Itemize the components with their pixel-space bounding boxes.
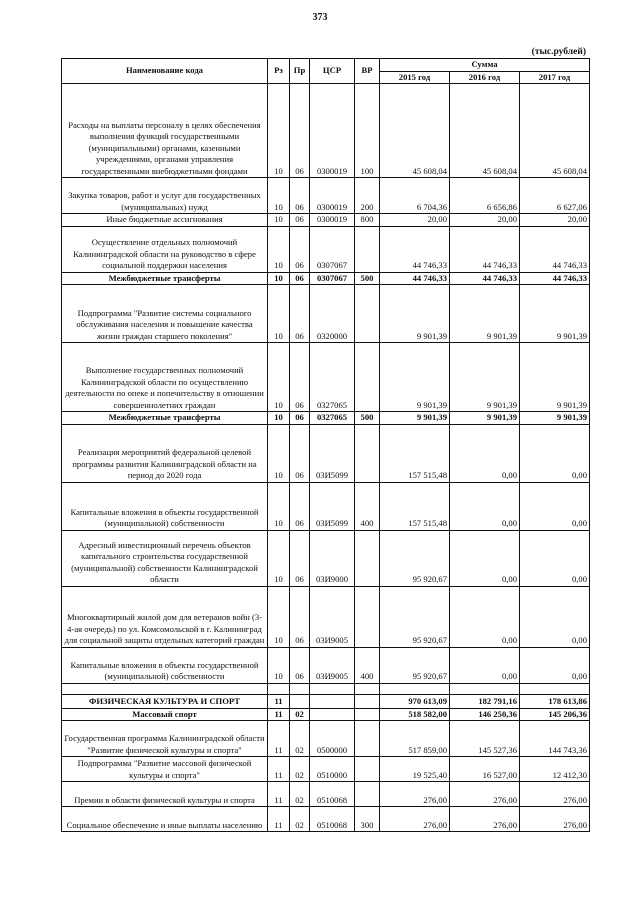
cell-csr: 0300019 (310, 84, 355, 178)
table-row (62, 530, 590, 586)
cell-rz: 10 (268, 343, 290, 412)
cell-name: Социальное обеспечение и иные выплаты населению (62, 807, 268, 832)
budget-table (61, 58, 590, 832)
cell-pr: 02 (290, 708, 310, 721)
cell-vr (355, 757, 380, 782)
cell-csr: 03И5099 (310, 482, 355, 530)
table-row (62, 343, 590, 412)
cell-rz: 10 (268, 226, 290, 272)
header-2015: 2015 год (380, 71, 450, 84)
table-spacer-row (62, 683, 590, 694)
cell-v2017: 0,00 (520, 482, 590, 530)
cell-pr: 06 (290, 214, 310, 227)
cell-vr (355, 586, 380, 647)
cell-v2016: 145 527,36 (450, 721, 520, 757)
cell-rz: 10 (268, 84, 290, 178)
cell-v2015: 157 515,48 (380, 424, 450, 482)
cell-v2017: 0,00 (520, 530, 590, 586)
cell-v2017: 178 613,86 (520, 694, 590, 708)
cell-v2017: 276,00 (520, 807, 590, 832)
cell-csr: 0307067 (310, 226, 355, 272)
cell-pr: 06 (290, 178, 310, 214)
cell-pr: 06 (290, 424, 310, 482)
cell-v2016: 0,00 (450, 586, 520, 647)
table-row (62, 757, 590, 782)
cell-v2015: 276,00 (380, 807, 450, 832)
cell-csr: 0307067 (310, 272, 355, 285)
cell-csr: 0300019 (310, 178, 355, 214)
table-row (62, 721, 590, 757)
spacer-cell (290, 683, 310, 694)
cell-pr: 06 (290, 482, 310, 530)
cell-pr: 06 (290, 586, 310, 647)
cell-v2015: 276,00 (380, 782, 450, 807)
cell-csr: 0300019 (310, 214, 355, 227)
cell-v2015: 9 901,39 (380, 343, 450, 412)
cell-v2016: 9 901,39 (450, 285, 520, 343)
page-number: 373 (312, 12, 328, 23)
cell-v2017: 44 746,33 (520, 272, 590, 285)
cell-pr: 06 (290, 84, 310, 178)
cell-name: Многоквартирный жилой дом для ветеранов войн (3-4-ая очередь) по ул. Комсомольской в г. Калининград для социальной защиты отдельных категорий граждан (62, 586, 268, 647)
cell-rz: 11 (268, 721, 290, 757)
cell-rz: 11 (268, 757, 290, 782)
cell-pr: 02 (290, 807, 310, 832)
spacer-cell (62, 683, 268, 694)
table-row (62, 694, 590, 708)
cell-vr: 500 (355, 412, 380, 425)
cell-name: Капитальные вложения в объекты государственной (муниципальной) собственности (62, 647, 268, 683)
cell-name: Расходы на выплаты персоналу в целях обеспечения выполнения функций государственными (муниципальными) органами, казенными учреждениями, органами управления государственными внебюджетными фондами (62, 84, 268, 178)
cell-csr (310, 708, 355, 721)
cell-csr: 03И9005 (310, 647, 355, 683)
cell-vr (355, 343, 380, 412)
cell-vr: 400 (355, 647, 380, 683)
table-row (62, 482, 590, 530)
cell-rz: 10 (268, 530, 290, 586)
cell-v2016: 0,00 (450, 530, 520, 586)
cell-vr (355, 782, 380, 807)
cell-v2016: 276,00 (450, 782, 520, 807)
cell-v2017: 0,00 (520, 647, 590, 683)
cell-name: Премии в области физической культуры и спорта (62, 782, 268, 807)
cell-rz: 10 (268, 178, 290, 214)
cell-pr (290, 694, 310, 708)
table-row (62, 782, 590, 807)
cell-vr: 100 (355, 84, 380, 178)
cell-v2016: 276,00 (450, 807, 520, 832)
cell-pr: 06 (290, 226, 310, 272)
table-row (62, 708, 590, 721)
cell-v2017: 9 901,39 (520, 285, 590, 343)
cell-vr (355, 226, 380, 272)
cell-rz: 11 (268, 708, 290, 721)
cell-v2016: 45 608,04 (450, 84, 520, 178)
spacer-cell (520, 683, 590, 694)
cell-csr: 0327065 (310, 412, 355, 425)
cell-v2015: 6 704,36 (380, 178, 450, 214)
cell-name: Закупка товаров, работ и услуг для государственных (муниципальных) нужд (62, 178, 268, 214)
table-row (62, 84, 590, 178)
cell-name: ФИЗИЧЕСКАЯ КУЛЬТУРА И СПОРТ (62, 694, 268, 708)
cell-name: Межбюджетные трансферты (62, 272, 268, 285)
cell-name: Реализация мероприятий федеральной целевой программы развития Калининградской области на период до 2020 года (62, 424, 268, 482)
cell-csr: 0327065 (310, 343, 355, 412)
cell-name: Межбюджетные трансферты (62, 412, 268, 425)
table-row (62, 285, 590, 343)
cell-rz: 10 (268, 424, 290, 482)
header-2016: 2016 год (450, 71, 520, 84)
cell-v2017: 144 743,36 (520, 721, 590, 757)
cell-rz: 10 (268, 412, 290, 425)
cell-name: Подпрограмма "Развитие массовой физической культуры и спорта" (62, 757, 268, 782)
cell-v2017: 44 746,33 (520, 226, 590, 272)
cell-v2015: 44 746,33 (380, 226, 450, 272)
cell-csr: 0320000 (310, 285, 355, 343)
cell-name: Подпрограмма "Развитие системы социального обслуживания населения и повышение качества жизни граждан старшего поколения" (62, 285, 268, 343)
cell-v2016: 182 791,16 (450, 694, 520, 708)
header-2017: 2017 год (520, 71, 590, 84)
cell-vr: 300 (355, 807, 380, 832)
header-rz: Рз (268, 59, 290, 84)
cell-rz: 10 (268, 214, 290, 227)
cell-vr (355, 721, 380, 757)
cell-vr (355, 285, 380, 343)
header-sum: Сумма (380, 59, 590, 72)
cell-v2017: 45 608,04 (520, 84, 590, 178)
cell-vr: 200 (355, 178, 380, 214)
cell-v2015: 518 582,00 (380, 708, 450, 721)
cell-v2016: 9 901,39 (450, 343, 520, 412)
cell-v2017: 6 627,06 (520, 178, 590, 214)
cell-v2016: 20,00 (450, 214, 520, 227)
cell-pr: 06 (290, 647, 310, 683)
cell-rz: 10 (268, 285, 290, 343)
cell-pr: 06 (290, 412, 310, 425)
cell-csr: 0510068 (310, 807, 355, 832)
cell-name: Иные бюджетные ассигнования (62, 214, 268, 227)
cell-vr (355, 694, 380, 708)
cell-v2015: 970 613,09 (380, 694, 450, 708)
header-pr: Пр (290, 59, 310, 84)
cell-v2017: 20,00 (520, 214, 590, 227)
cell-v2015: 20,00 (380, 214, 450, 227)
cell-csr: 03И5099 (310, 424, 355, 482)
cell-v2015: 95 920,67 (380, 530, 450, 586)
table-row (62, 272, 590, 285)
cell-name: Адресный инвестиционный перечень объектов капитального строительства государственной (муниципальной) собственности Калининградской области (62, 530, 268, 586)
cell-csr: 0510000 (310, 757, 355, 782)
cell-v2016: 9 901,39 (450, 412, 520, 425)
cell-v2015: 95 920,67 (380, 647, 450, 683)
cell-csr: 03И9005 (310, 586, 355, 647)
cell-rz: 10 (268, 647, 290, 683)
cell-v2016: 0,00 (450, 647, 520, 683)
table-row (62, 178, 590, 214)
cell-v2017: 276,00 (520, 782, 590, 807)
cell-name: Капитальные вложения в объекты государственной (муниципальной) собственности (62, 482, 268, 530)
cell-v2016: 146 250,36 (450, 708, 520, 721)
cell-vr: 400 (355, 482, 380, 530)
cell-vr (355, 708, 380, 721)
cell-v2016: 44 746,33 (450, 272, 520, 285)
cell-v2016: 44 746,33 (450, 226, 520, 272)
cell-v2016: 0,00 (450, 424, 520, 482)
cell-v2016: 0,00 (450, 482, 520, 530)
table-row (62, 424, 590, 482)
header-csr: ЦСР (310, 59, 355, 84)
table-row (62, 647, 590, 683)
cell-v2017: 145 206,36 (520, 708, 590, 721)
cell-rz: 11 (268, 694, 290, 708)
cell-v2015: 95 920,67 (380, 586, 450, 647)
header-name: Наименование кода (62, 59, 268, 84)
cell-v2015: 157 515,48 (380, 482, 450, 530)
cell-pr: 06 (290, 285, 310, 343)
header-vr: ВР (355, 59, 380, 84)
cell-v2016: 16 527,00 (450, 757, 520, 782)
cell-csr (310, 694, 355, 708)
cell-v2017: 0,00 (520, 424, 590, 482)
table-row (62, 807, 590, 832)
cell-rz: 11 (268, 807, 290, 832)
cell-name: Государственная программа Калининградской области "Развитие физической культуры и спорта" (62, 721, 268, 757)
table-row (62, 412, 590, 425)
cell-v2017: 0,00 (520, 586, 590, 647)
cell-name: Массовый спорт (62, 708, 268, 721)
cell-csr: 0510068 (310, 782, 355, 807)
cell-v2015: 9 901,39 (380, 285, 450, 343)
unit-label: (тыс.рублей) (531, 47, 586, 57)
cell-v2015: 9 901,39 (380, 412, 450, 425)
cell-rz: 11 (268, 782, 290, 807)
cell-vr (355, 424, 380, 482)
cell-v2015: 44 746,33 (380, 272, 450, 285)
cell-pr: 02 (290, 721, 310, 757)
cell-pr: 02 (290, 757, 310, 782)
cell-v2016: 6 656,86 (450, 178, 520, 214)
table-row (62, 214, 590, 227)
spacer-cell (268, 683, 290, 694)
cell-rz: 10 (268, 482, 290, 530)
cell-name: Осуществление отдельных полномочий Калининградской области на руководство в сфере социальной поддержки населения (62, 226, 268, 272)
cell-v2015: 517 859,00 (380, 721, 450, 757)
cell-v2017: 9 901,39 (520, 343, 590, 412)
cell-csr: 0500000 (310, 721, 355, 757)
cell-v2015: 45 608,04 (380, 84, 450, 178)
table-row (62, 226, 590, 272)
spacer-cell (310, 683, 355, 694)
cell-rz: 10 (268, 272, 290, 285)
spacer-cell (355, 683, 380, 694)
cell-csr: 03И9000 (310, 530, 355, 586)
cell-v2017: 9 901,39 (520, 412, 590, 425)
cell-pr: 02 (290, 782, 310, 807)
cell-rz: 10 (268, 586, 290, 647)
spacer-cell (450, 683, 520, 694)
cell-v2015: 19 525,40 (380, 757, 450, 782)
cell-v2017: 12 412,30 (520, 757, 590, 782)
cell-vr (355, 530, 380, 586)
cell-name: Выполнение государственных полномочий Калининградской области по осуществлению деятельности по опеке и попечительству в отношении совершеннолетних граждан (62, 343, 268, 412)
cell-pr: 06 (290, 272, 310, 285)
spacer-cell (380, 683, 450, 694)
cell-vr: 800 (355, 214, 380, 227)
table-row (62, 586, 590, 647)
cell-vr: 500 (355, 272, 380, 285)
cell-pr: 06 (290, 343, 310, 412)
cell-pr: 06 (290, 530, 310, 586)
